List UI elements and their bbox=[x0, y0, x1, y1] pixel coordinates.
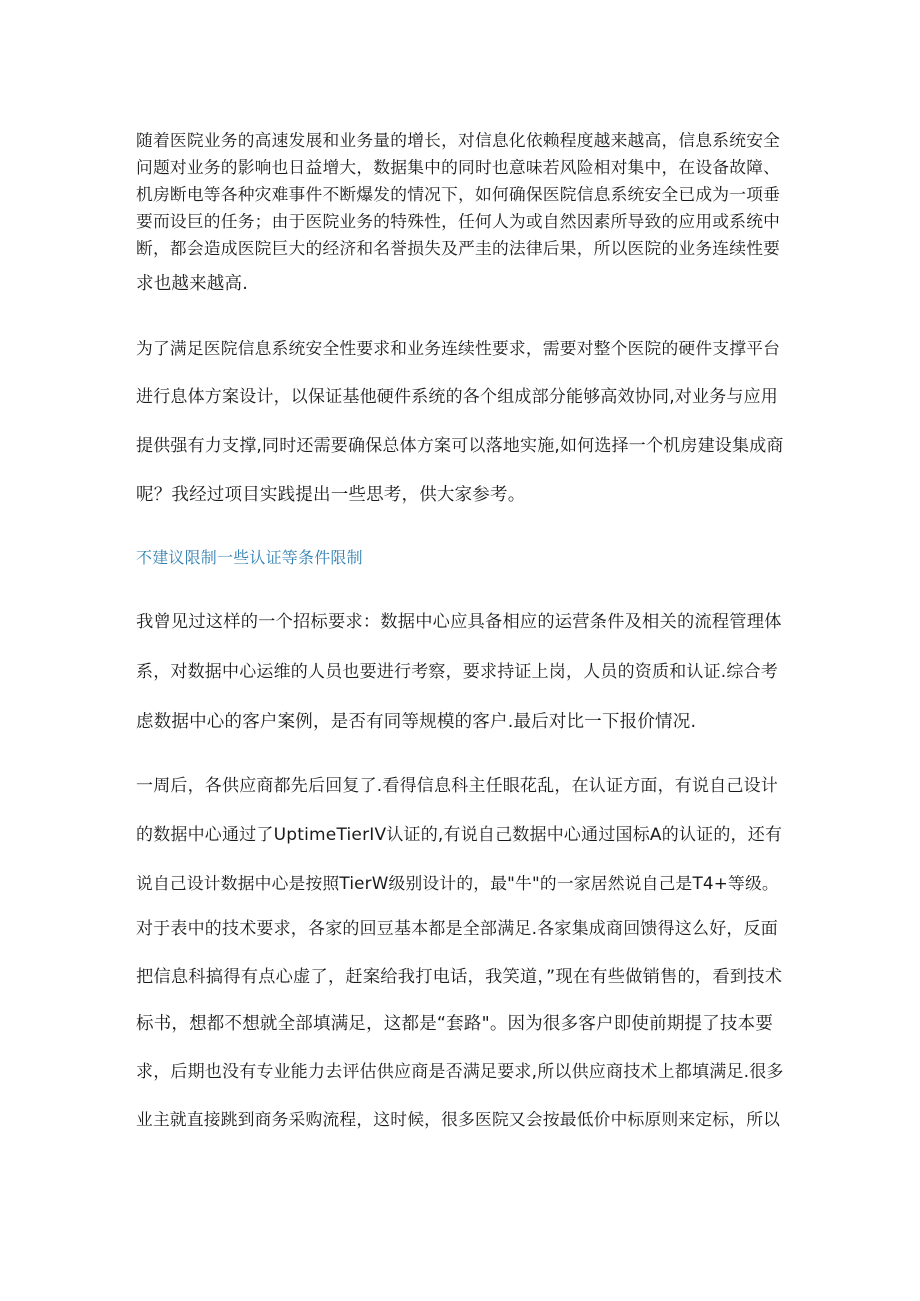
section-heading: 不建议限制一些认证等条件限制 bbox=[136, 548, 363, 567]
paragraph-4-line-8: 业主就直接跳到商务采购流程，这时候，很多医院又会按最低价中标原则来定标，所以 bbox=[136, 1109, 781, 1129]
paragraph-4-line-3: 说自己设计数据中心是按照TierW级别设计的，最"牛"的一家居然说自己是T4+等级。 bbox=[136, 873, 779, 893]
paragraph-1-line-4: 要而设巨的任务；由于医院业务的特殊性，任何人为或自然因素所导致的应用或系统中 bbox=[136, 211, 781, 231]
paragraph-2-line-4: 呢？我经过项目实践提出一些思考，供大家参考。 bbox=[136, 485, 526, 505]
paragraph-1-line-2: 问题对业务的影响也日益增大，数据集中的同时也意味若风险相对集中，在设备故障、 bbox=[136, 157, 781, 177]
paragraph-4-line-1: 一周后，各供应商都先后回复了.看得信息科主任眼花乱，在认证方面，有说自己设计 bbox=[136, 776, 779, 796]
paragraph-1-line-1: 随着医院业务的高速发展和业务量的增长，对信息化依赖程度越来越高，信息系统安全 bbox=[136, 130, 781, 150]
paragraph-3-line-1: 我曾见过这样的一个招标要求：数据中心应具备相应的运营条件及相关的流程管理体 bbox=[136, 612, 782, 632]
paragraph-1-line-6: 求也越来越高. bbox=[136, 274, 248, 294]
paragraph-4-line-2: 的数据中心通过了UptimeTierIV认证的,有说自己数据中心通过国标A的认证的，还有 bbox=[136, 825, 783, 845]
paragraph-1-line-3: 机房断电等各种灾难事件不断爆发的情况下，如何确保医院信息系统安全已成为一项垂 bbox=[136, 184, 781, 204]
paragraph-2-line-1: 为了满足医院信息系统安全性要求和业务连续性要求，需要对整个医院的硬件支撑平台 bbox=[136, 338, 781, 358]
paragraph-1-line-5: 断，都会造成医院巨大的经济和名誉损失及严圭的法律后果，所以医院的业务连续性要 bbox=[136, 238, 781, 258]
paragraph-3-line-3: 虑数据中心的客户案例，是否有同等规模的客户.最后对比一下报价情况. bbox=[136, 712, 697, 732]
paragraph-2-line-3: 提供强有力支撑,同时还需要确保总体方案可以落地实施,如何选择一个机房建设集成商 bbox=[136, 436, 784, 456]
paragraph-2-line-2: 进行息体方案设计，以保证基他硬件系统的各个组成部分能够高效协同,对业务与应用 bbox=[136, 387, 779, 407]
paragraph-4-line-4: 对于表中的技术要求，各家的回豆基本都是全部满足.各家集成商回馈得这么好，反面 bbox=[136, 919, 779, 939]
paragraph-4-line-5: 把信息科搞得有点心虚了，赶案给我打电话，我笑道，”现在有些做销售的，看到技术 bbox=[136, 967, 783, 987]
paragraph-4-line-6: 标书，想都不想就全部填满足，这都是“套路"。因为很多客户即使前期提了技本要 bbox=[136, 1014, 774, 1034]
paragraph-3-line-2: 系，对数据中心运维的人员也要进行考察，要求持证上岗，人员的资质和认证.综合考 bbox=[136, 662, 779, 682]
paragraph-4-line-7: 求，后期也没有专业能力去评估供应商是否满足要求,所以供应商技术上都填满足.很多 bbox=[136, 1062, 784, 1082]
